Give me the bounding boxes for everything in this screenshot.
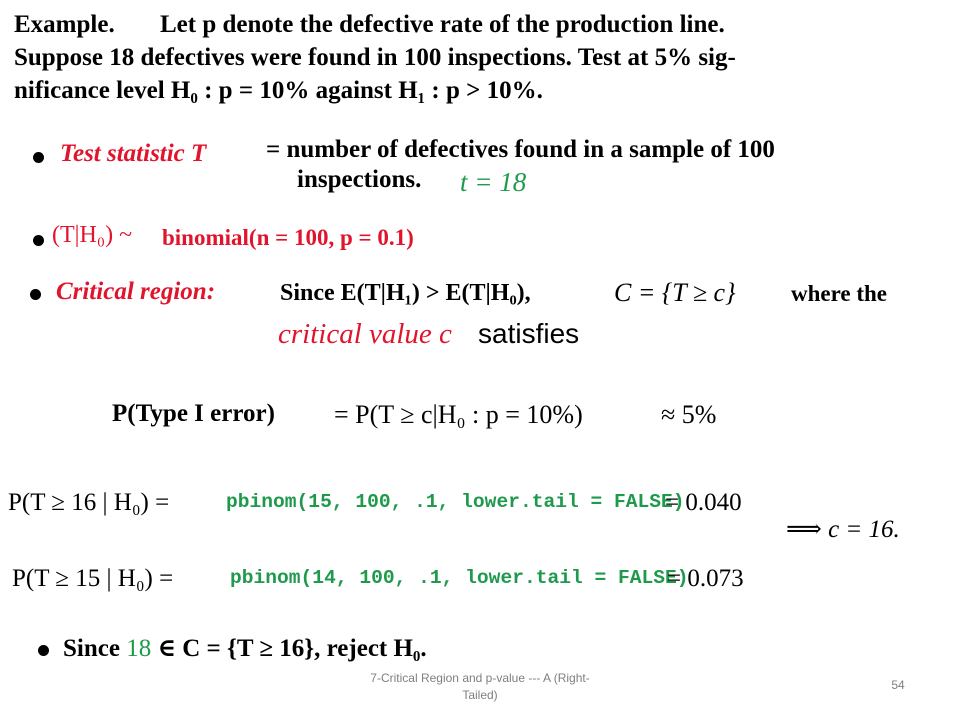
observed-statistic: t = 18	[460, 167, 527, 197]
test-statistic-definition-cont: inspections.	[297, 166, 422, 193]
critical-value-text: critical value c	[278, 318, 452, 350]
bullet-marker	[38, 645, 49, 656]
example-line-3: nificance level H₀ : p = 10% against H₁ : p > 10%.	[14, 77, 543, 104]
type1-error-lhs: P(Type I error)	[112, 400, 275, 427]
calc-15-lhs: P(T ≥ 15 | H₀) =	[12, 565, 174, 592]
calc-15-result: = 0.073	[667, 565, 744, 592]
conclusion	[63, 633, 427, 663]
critical-region-label: Critical region:	[56, 278, 216, 305]
conclusion-value: 18	[126, 635, 152, 662]
binomial-text: binomial(n = 100, p = 0.1)	[162, 225, 414, 250]
calc-16-lhs: P(T ≥ 16 | H₀) =	[8, 489, 170, 516]
example-line-1: Let p denote the defective rate of the production line.	[160, 11, 725, 38]
bullet-marker	[33, 152, 44, 163]
footer-title-line2: Tailed)	[462, 688, 498, 702]
example-line-2: Suppose 18 defectives were found in 100 inspections. Test at 5% sig-	[14, 44, 736, 71]
example-label: Example.	[14, 11, 115, 38]
critical-value-conclusion: ⟹ c = 16.	[786, 516, 900, 543]
type1-error-approx: ≈ 5%	[661, 400, 717, 429]
slide-footer-title	[320, 670, 640, 704]
binomial-distribution	[162, 225, 414, 251]
conclusion-rest: ∈ C = {T ≥ 16}, reject H₀.	[157, 635, 427, 662]
footer-title-line1: 7-Critical Region and p-value --- A (Right-	[370, 671, 590, 685]
bullet-marker	[33, 235, 44, 246]
example-heading	[14, 8, 115, 41]
conclusion-since: Since	[63, 635, 120, 662]
where-the-text: where the	[791, 281, 888, 306]
calc-15-code: pbinom(14, 100, .1, lower.tail = FALSE)	[230, 567, 689, 589]
calc-16-code: pbinom(15, 100, .1, lower.tail = FALSE)	[226, 491, 685, 513]
test-statistic-label: Test statistic T	[60, 140, 207, 167]
type1-error-probability: = P(T ≥ c|H₀ : p = 10%)	[334, 400, 583, 429]
critical-region-set: C = {T ≥ c}	[614, 278, 736, 307]
expectation-comparison: Since E(T|H₁) > E(T|H₀),	[280, 280, 531, 306]
satisfies-text: satisfies	[478, 318, 580, 349]
calc-16-result: = 0.040	[665, 489, 742, 516]
bullet-marker	[30, 289, 41, 300]
test-statistic-definition: = number of defectives found in a sample of 100	[266, 136, 775, 163]
page-number: 54	[891, 678, 905, 692]
null-distribution-label: (T|H₀) ~	[52, 222, 133, 248]
